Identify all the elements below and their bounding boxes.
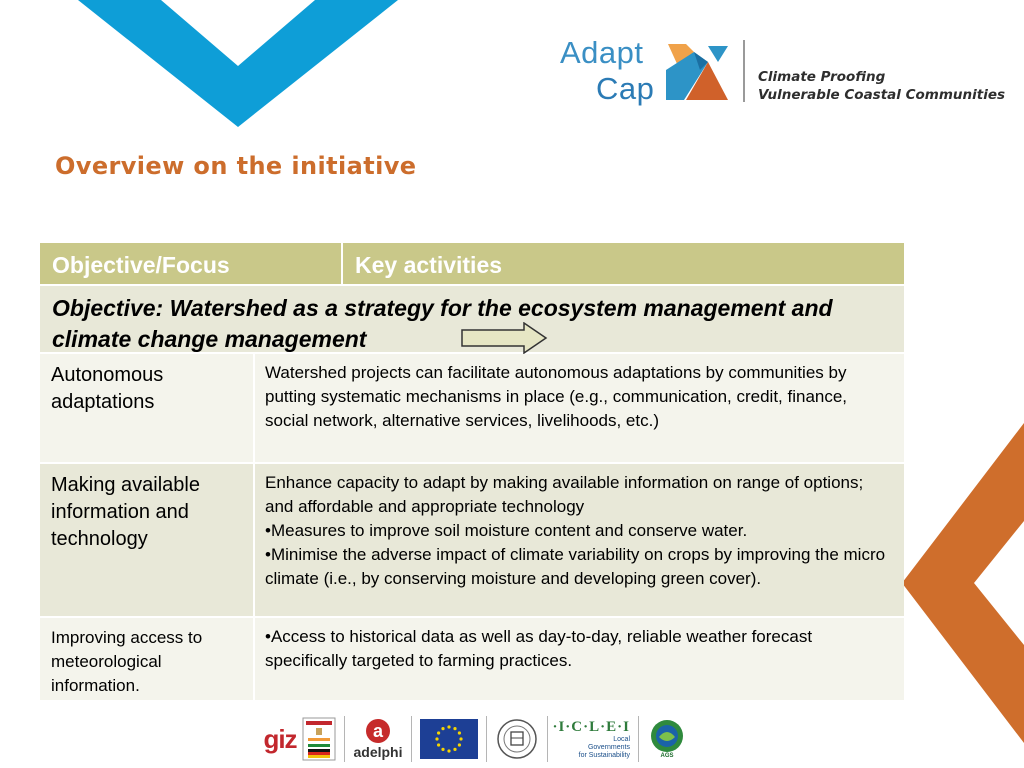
orange-chevron-decoration xyxy=(902,423,1024,743)
government-seal-logo xyxy=(495,718,539,760)
ags-logo xyxy=(647,719,687,759)
adaptcap-mark-icon xyxy=(664,38,728,100)
activity-item: •Access to historical data as well as day-to-day, reliable weather forecast specifically targeted to farming practices. xyxy=(265,627,813,670)
row-focus: Autonomous adaptations xyxy=(40,354,255,462)
table-row xyxy=(40,464,904,618)
table-header-row xyxy=(40,243,904,286)
tagline-line-2: Vulnerable Coastal Communities xyxy=(758,87,1006,103)
row-focus: Improving access to meteorological information. xyxy=(40,618,255,700)
cooperation-india-germany-logo xyxy=(302,717,336,761)
eu-flag-logo xyxy=(420,719,478,759)
activity-item: Watershed projects can facilitate autonomous adaptations by communities by putting systematic mechanisms in place (e.g., communication, credit, finance, social network, alternative services, livelihoods, etc.) xyxy=(265,363,848,430)
iclei-sub-3: for Sustainability xyxy=(578,751,630,759)
logo-word-cap: Cap xyxy=(596,71,655,106)
adelphi-logo xyxy=(353,718,403,760)
right-arrow-icon xyxy=(460,322,548,354)
blue-chevron-decoration xyxy=(78,0,398,127)
footer-divider xyxy=(344,716,345,762)
iclei-logo xyxy=(552,718,630,760)
tagline-line-1: Climate Proofing xyxy=(758,69,886,85)
ags-globe-icon xyxy=(649,719,685,753)
objective-text: Objective: Watershed as a strategy for the ecosystem management and climate change management xyxy=(52,295,833,352)
footer-divider xyxy=(411,716,412,762)
adaptcap-logo xyxy=(560,35,1006,112)
adelphi-circle-icon xyxy=(365,718,391,744)
iclei-sub-2: Governments xyxy=(587,743,630,751)
giz-logo xyxy=(262,724,298,755)
objective-row xyxy=(40,286,904,354)
logo-word-adapt: Adapt xyxy=(560,35,644,70)
row-focus: Making available information and technology xyxy=(40,464,255,616)
slide-title: Overview on the initiative xyxy=(55,152,417,180)
footer-divider xyxy=(547,716,548,762)
initiative-table xyxy=(40,243,904,700)
ags-wordmark: AGS xyxy=(660,753,674,759)
table-row xyxy=(40,618,904,700)
logo-divider xyxy=(743,40,745,102)
cooperation-flags-icon xyxy=(302,717,336,761)
government-seal-icon xyxy=(496,718,538,760)
iclei-wordmark: ·I·C·L·E·I xyxy=(552,718,630,735)
table-row xyxy=(40,354,904,464)
adelphi-letter: a xyxy=(372,721,384,741)
eu-flag-icon xyxy=(420,719,478,759)
row-activities xyxy=(255,354,904,462)
partner-logos xyxy=(262,712,687,766)
iclei-sub-1: Local xyxy=(613,735,630,743)
header-objective-focus: Objective/Focus xyxy=(40,243,343,284)
activity-item: •Measures to improve soil moisture content and conserve water. xyxy=(265,521,748,540)
adelphi-wordmark: adelphi xyxy=(353,744,403,760)
giz-wordmark: giz xyxy=(263,723,297,754)
logo-tagline xyxy=(758,68,1005,104)
row-activities xyxy=(255,464,904,616)
row-activities xyxy=(255,618,904,700)
footer-divider xyxy=(638,716,639,762)
header-key-activities: Key activities xyxy=(355,252,503,278)
footer-divider xyxy=(486,716,487,762)
activity-item: Enhance capacity to adapt by making available information on range of options; and affordable and appropriate technology xyxy=(265,473,864,516)
activity-item: •Minimise the adverse impact of climate variability on crops by improving the micro climate (i.e., by conserving moisture and developing green cover). xyxy=(265,545,886,588)
